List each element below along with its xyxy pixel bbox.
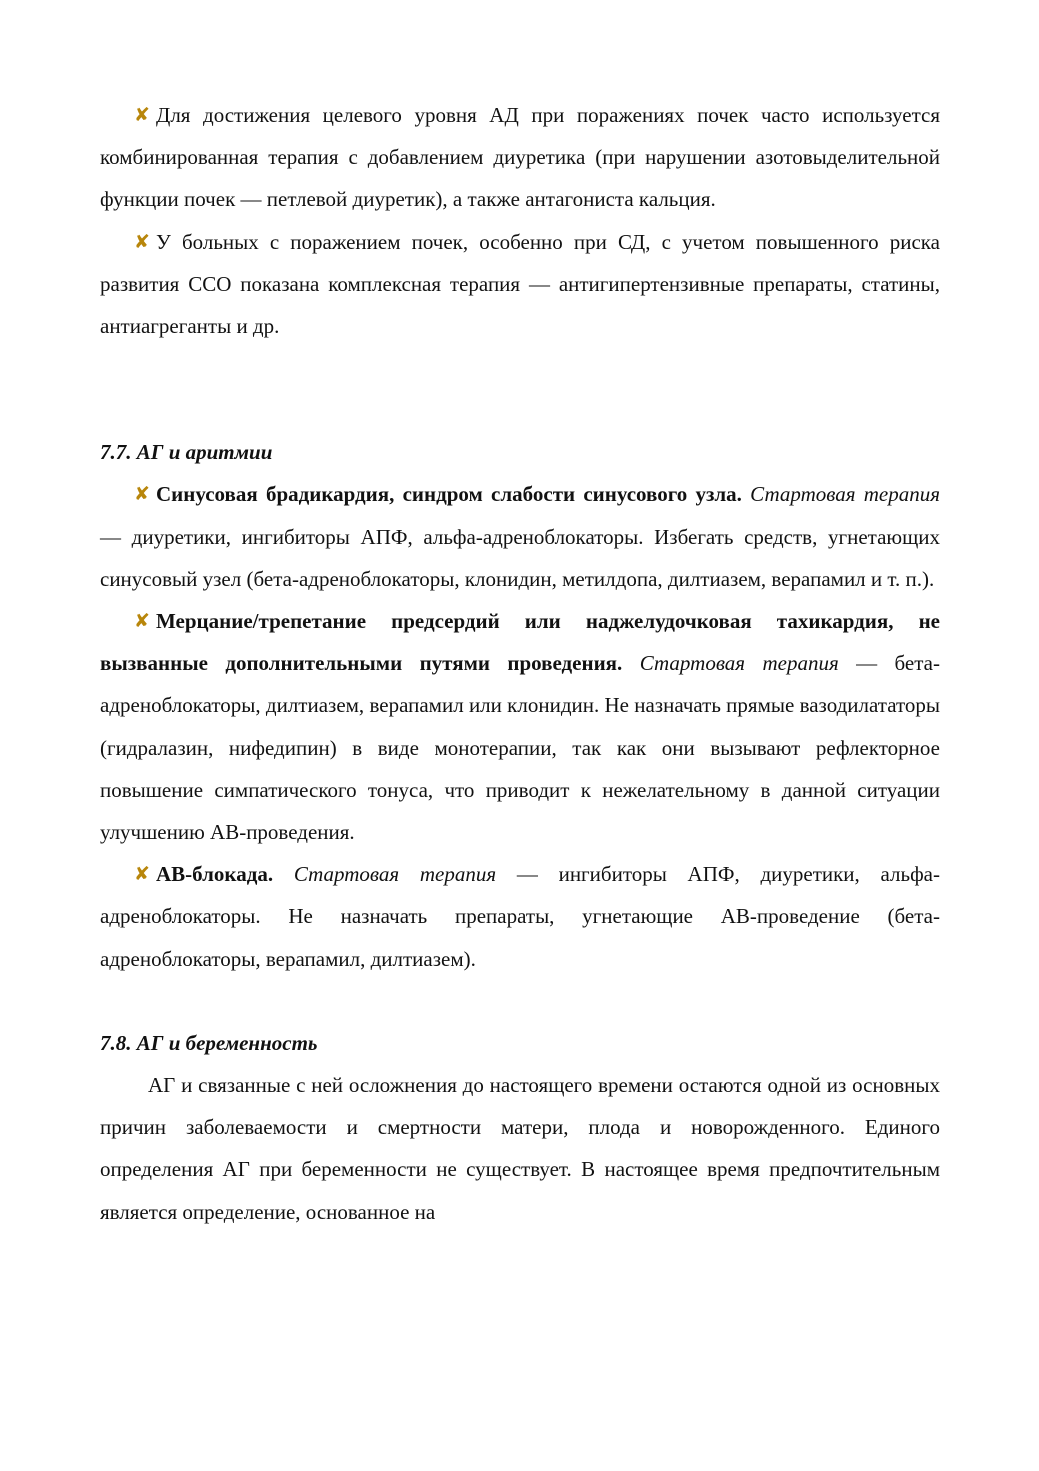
- bullet-paragraph-combined-therapy: [100, 94, 940, 221]
- item-title: Мерцание/трепетание предсердий или наджелудочковая тахикардия, не вызванные дополнительными путями проведения.: [100, 609, 940, 676]
- page-content: [100, 94, 940, 1233]
- item-title: АВ-блокада.: [156, 862, 274, 887]
- item-text: — ингибиторы АПФ, диуретики, альфа-адреноблокаторы. Не назначать препараты, угнетающие АВ-проведение (бета-адреноблокаторы, верапамил, дилтиазем).: [100, 862, 940, 971]
- x-mark-icon: ✘: [134, 483, 150, 506]
- paragraph-pregnancy: АГ и связанные с ней осложнения до настоящего времени остаются одной из основных причин заболеваемости и смертности матери, плода и новорожденного. Единого определения АГ при беременности не существует. В настоящее время предпочтительным является определение, основанное на: [100, 1073, 940, 1224]
- x-mark-icon: ✘: [134, 230, 150, 253]
- section-spacer: [100, 980, 940, 1022]
- item-text: — бета-адреноблокаторы, дилтиазем, верапамил или клонидин. Не назначать прямые вазодилататоры (гидралазин, нифедипин) в виде монотерапии, так как они вызывают рефлекторное повышение симпатического тонуса, что приводит к нежелательному в данной ситуации улучшению АВ-проведения.: [100, 651, 940, 845]
- item-italic-label: Стартовая терапия: [639, 651, 839, 676]
- item-italic-label: Стартовая терапия: [293, 862, 497, 887]
- section-heading-7-8: 7.8. АГ и беременность: [100, 1030, 318, 1055]
- section-heading-7-7: 7.7. АГ и аритмии: [100, 440, 273, 465]
- paragraph-text: Для достижения целевого уровня АД при поражениях почек часто используется комбинированная терапия с добавлением диуретика (при нарушении азотовыделительной функции почек — петлевой диуретик), а также антагониста кальция.: [100, 103, 940, 212]
- item-title: Синусовая брадикардия, синдром слабости синусового узла.: [156, 482, 742, 507]
- item-text: — диуретики, ингибиторы АПФ, альфа-адреноблокаторы. Избегать средств, угнетающих синусовый узел (бета-адреноблокаторы, клонидин, метилдопа, дилтиазем, верапамил и т. п.).: [100, 524, 940, 591]
- bullet-paragraph-atrial-fibrillation: [100, 600, 940, 853]
- bullet-paragraph-av-block: [100, 853, 940, 980]
- x-mark-icon: ✘: [134, 863, 150, 886]
- paragraph-text: У больных с поражением почек, особенно при СД, с учетом повышенного риска развития ССО показана комплексная терапия — антигипертензивные препараты, статины, антиагреганты и др.: [100, 229, 940, 339]
- x-mark-icon: ✘: [134, 104, 150, 126]
- bullet-paragraph-bradycardia: [100, 473, 940, 600]
- item-italic-label: Стартовая терапия: [750, 482, 940, 507]
- section-spacer: [100, 347, 940, 431]
- bullet-paragraph-complex-therapy: [100, 221, 940, 348]
- x-mark-icon: ✘: [134, 610, 150, 633]
